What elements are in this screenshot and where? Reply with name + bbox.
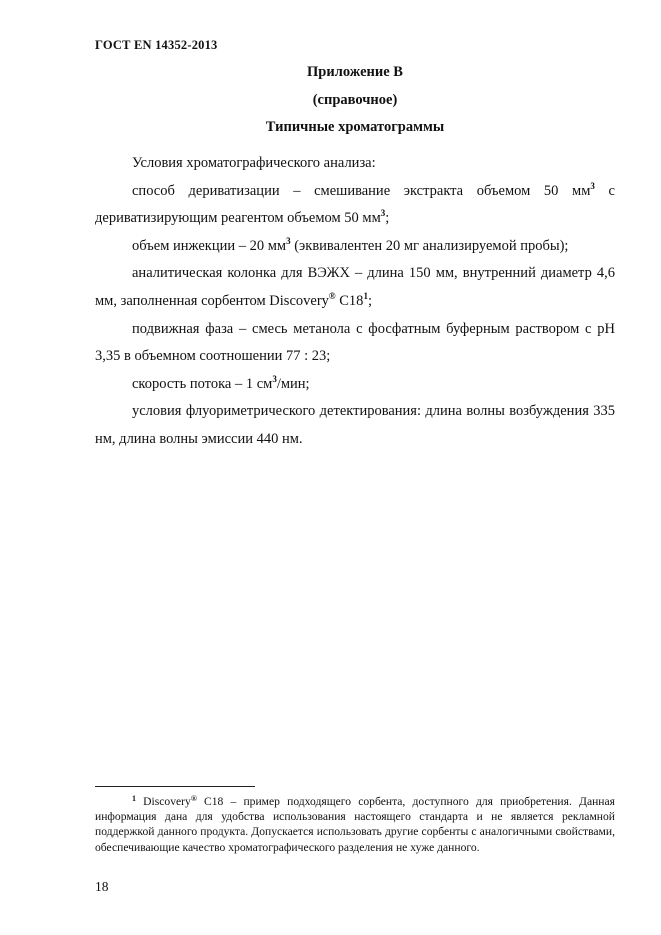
detection-paragraph bbox=[95, 398, 615, 453]
footnote-reference: 1 bbox=[363, 290, 368, 301]
flow-rate-text: скорость потока – 1 см bbox=[132, 375, 273, 392]
page-number: 18 bbox=[95, 879, 109, 894]
column-text: аналитическая колонка для ВЭЖХ – длина 150 мм, внутренний диаметр 4,6 мм, заполненная сорбентом Discovery bbox=[95, 265, 615, 309]
registered-mark: ® bbox=[190, 794, 197, 803]
intro-paragraph bbox=[95, 150, 615, 178]
annex-status: (справочное) bbox=[312, 92, 398, 108]
footnote-divider bbox=[95, 786, 255, 787]
annex-subtitle: Типичные хроматограммы bbox=[265, 119, 445, 135]
column-product: C18 bbox=[335, 292, 364, 309]
registered-mark: ® bbox=[328, 290, 336, 301]
punctuation: ; bbox=[367, 292, 372, 309]
derivatization-text: способ дериватизации – смешивание экстракта объемом 50 мм bbox=[132, 182, 591, 199]
annex-title: Приложение В bbox=[307, 64, 403, 80]
footnote-text: C18 – пример подходящего сорбента, доступного для приобретения. Данная информация дана для удобства использования настоящего стандарта и не является рекламной поддержкой данного продукта. Допускается использовать другие сорбенты с аналогичными свойствами, обеспечивающие качество хроматографического разделения не хуже данного. bbox=[95, 795, 615, 854]
mobile-phase-text: подвижная фаза – смесь метанола с фосфатным буферным раствором с pH 3,35 в объемном соотношении 77 : 23; bbox=[95, 320, 615, 365]
punctuation: ; bbox=[385, 210, 390, 227]
intro-text: Условия хроматографического анализа: bbox=[132, 155, 376, 171]
footnote-number: 1 bbox=[132, 794, 136, 803]
injection-text-end: (эквивалентен 20 мг анализируемой пробы); bbox=[290, 237, 569, 254]
detection-text: условия флуориметрического детектирования: длина волны возбуждения 335 нм, длина волны эмиссии 440 нм. bbox=[95, 403, 615, 447]
flow-rate-paragraph bbox=[95, 371, 615, 399]
injection-paragraph bbox=[95, 233, 615, 261]
footnote-product: Discovery bbox=[136, 795, 191, 808]
column-paragraph bbox=[95, 260, 615, 315]
superscript: 3 bbox=[590, 180, 595, 191]
flow-rate-unit: /мин; bbox=[276, 375, 310, 392]
analysis-conditions bbox=[95, 150, 615, 454]
derivatization-paragraph bbox=[95, 178, 615, 233]
injection-text: объем инжекции – 20 мм bbox=[132, 237, 287, 254]
mobile-phase-paragraph bbox=[95, 316, 615, 371]
standard-code-header: ГОСТ EN 14352-2013 bbox=[95, 38, 218, 52]
superscript: 3 bbox=[286, 235, 291, 246]
superscript: 3 bbox=[272, 373, 277, 384]
superscript: 3 bbox=[380, 208, 386, 219]
derivatization-text-2: с дериватизирующим реагентом объемом 50 мм bbox=[95, 182, 615, 227]
footnote bbox=[95, 794, 615, 855]
